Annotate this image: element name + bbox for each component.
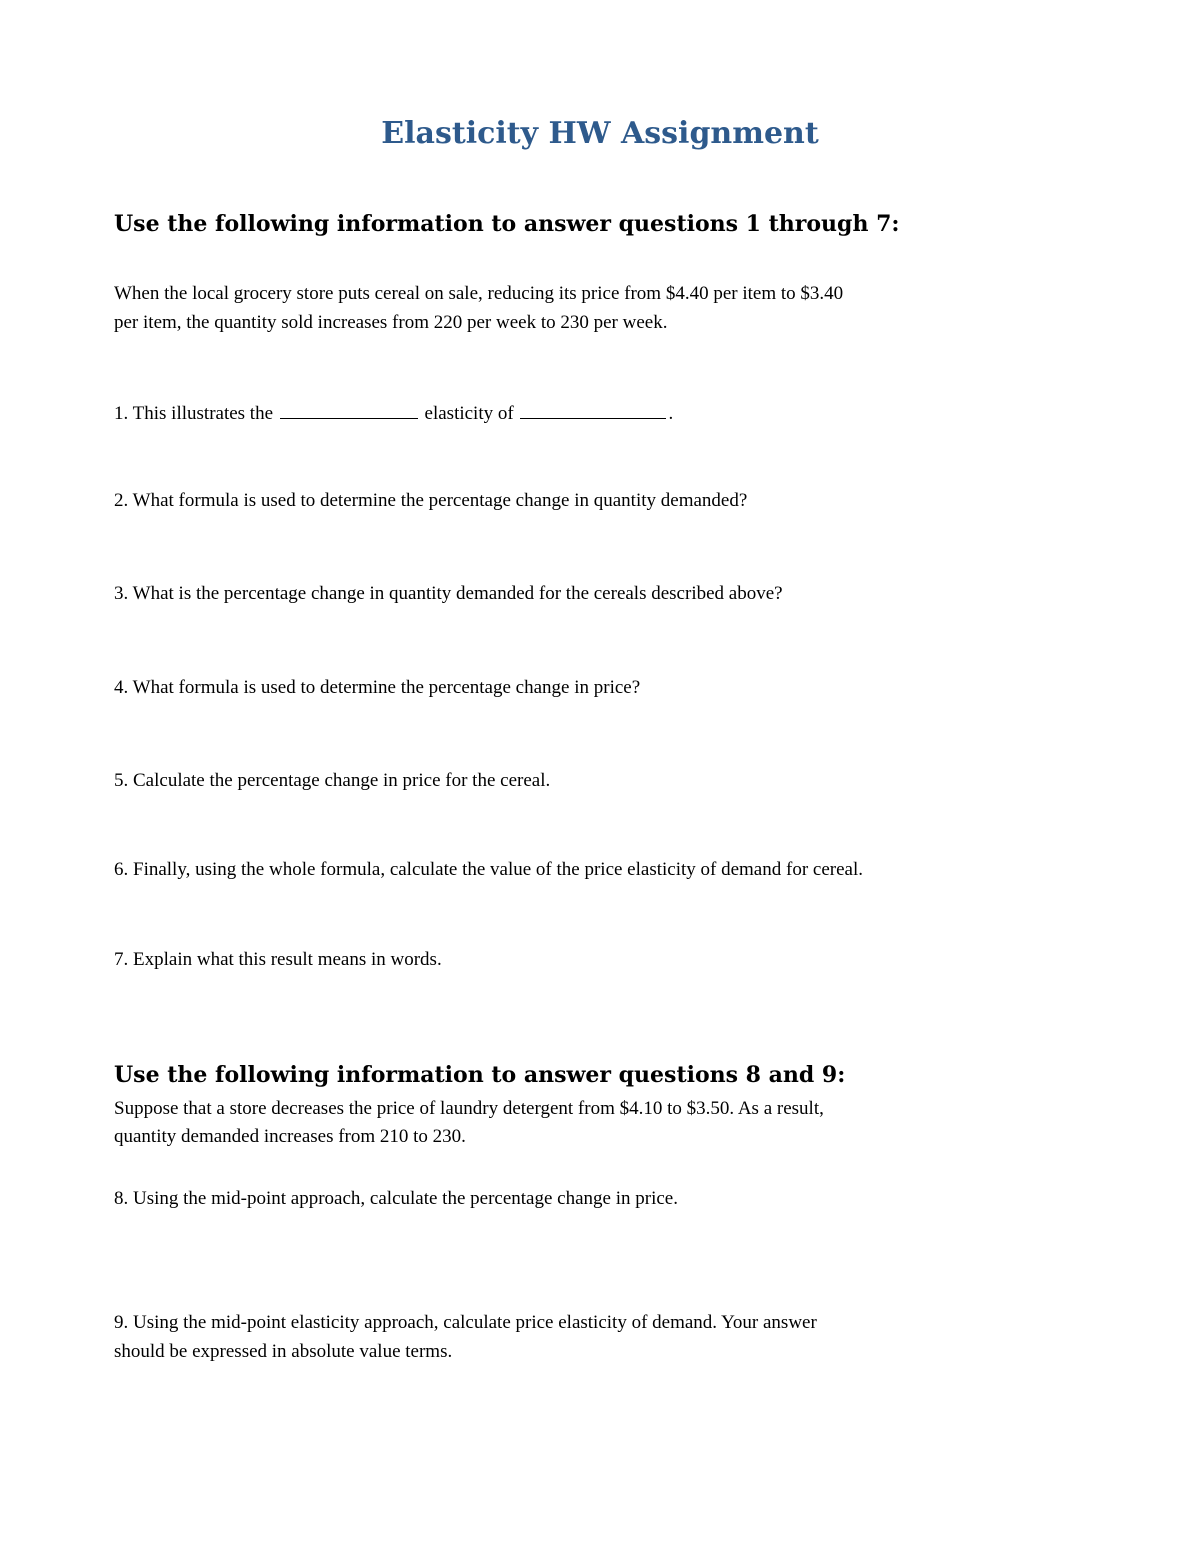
question-9-line1: 9. Using the mid-point elasticity approach, calculate price elasticity of demand. Your answer bbox=[114, 1312, 817, 1333]
question-7: 7. Explain what this result means in words. bbox=[114, 949, 442, 970]
question-4: 4. What formula is used to determine the percentage change in price? bbox=[114, 677, 641, 698]
question-1-end: . bbox=[668, 403, 674, 424]
section1-intro-line2: per item, the quantity sold increases from 220 per week to 230 per week. bbox=[114, 312, 668, 333]
question-2: 2. What formula is used to determine the percentage change in quantity demanded? bbox=[114, 490, 748, 511]
question-6: 6. Finally, using the whole formula, calculate the value of the price elasticity of demand for cereal. bbox=[114, 859, 863, 880]
question-1-part1: 1. This illustrates the bbox=[114, 403, 274, 424]
section1-intro-line1: When the local grocery store puts cereal on sale, reducing its price from $4.40 per item to $3.40 bbox=[114, 283, 844, 304]
section2-heading: Use the following information to answer questions 8 and 9: bbox=[114, 1062, 846, 1088]
question-8: 8. Using the mid-point approach, calculate the percentage change in price. bbox=[114, 1188, 678, 1209]
section1-heading: Use the following information to answer questions 1 through 7: bbox=[114, 211, 900, 237]
section2-intro-line2: quantity demanded increases from 210 to 230. bbox=[114, 1126, 466, 1147]
question-1-part2: elasticity of bbox=[424, 403, 514, 424]
section2-intro-line1: Suppose that a store decreases the price of laundry detergent from $4.10 to $3.50. As a result, bbox=[114, 1098, 824, 1119]
answer-blank-2[interactable] bbox=[520, 400, 666, 419]
answer-blank-1[interactable] bbox=[280, 400, 418, 419]
page-title: Elasticity HW Assignment bbox=[381, 116, 819, 151]
question-1 bbox=[114, 399, 673, 428]
question-3: 3. What is the percentage change in quantity demanded for the cereals described above? bbox=[114, 583, 783, 604]
question-9-line2: should be expressed in absolute value terms. bbox=[114, 1341, 453, 1362]
question-5: 5. Calculate the percentage change in price for the cereal. bbox=[114, 770, 551, 791]
